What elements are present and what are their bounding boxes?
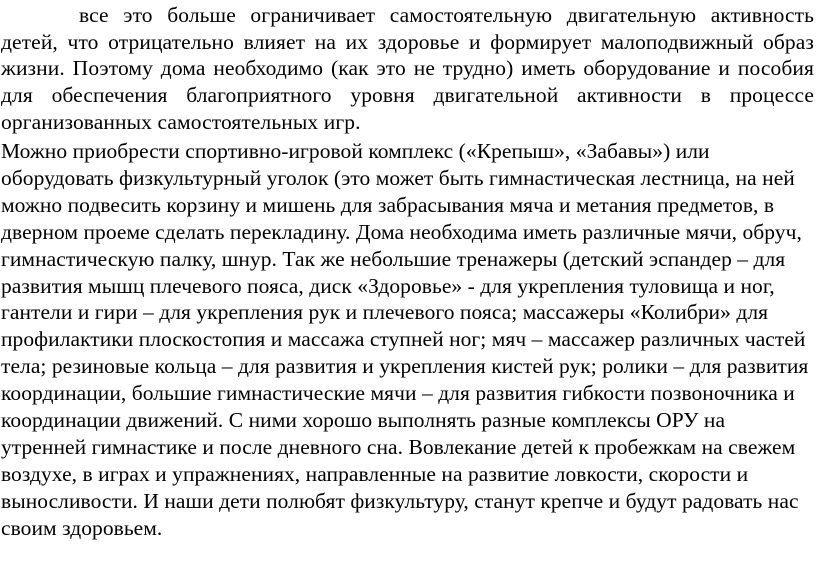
paragraph-intro: все это больше ограничивает самостоятельную двигательную активность детей, что отрицательно влияет на их здоровье и формирует малоподвижный образ жизни. Поэтому дома необходимо (как это не трудно) иметь оборудование и пособия для обеспечения благоприятного уровня двигательной активности в процессе организованных самостоятельных игр. — [1, 3, 814, 134]
paragraph-equipment: Можно приобрести спортивно-игровой комплекс («Крепыш», «Забавы») или оборудовать физкультурный уголок (это может быть гимнастическая лестница, на ней можно подвесить корзину и мишень для забрасывания мяча и метания предметов, в дверном проеме сделать перекладину. Дома необходима иметь различные мячи, обруч, гимнастическую палку, шнур. Так же небольшие тренажеры (детский эспандер – для развития мышц плечевого пояса, диск «Здоровье» - для укрепления туловища и ног, гантели и гири – для укрепления рук и плечевого пояса; массажеры «Колибри» для профилактики плоскостопия и массажа ступней ног; мяч – массажер различных частей тела; резиновые кольца – для развития и укрепления кистей рук; ролики – для развития координации, большие гимнастические мячи – для развития гибкости позвоночника и координации движений. С ними хорошо выполнять разные комплексы ОРУ на утренней гимнастике и после дневного сна. Вовлекание детей к пробежкам на свежем воздухе, в играх и упражнениях, направленные на развитие ловкости, скорости и выносливости. И наши дети полюбят физкультуру, станут крепче и будут радовать нас своим здоровьем. — [1, 139, 809, 540]
